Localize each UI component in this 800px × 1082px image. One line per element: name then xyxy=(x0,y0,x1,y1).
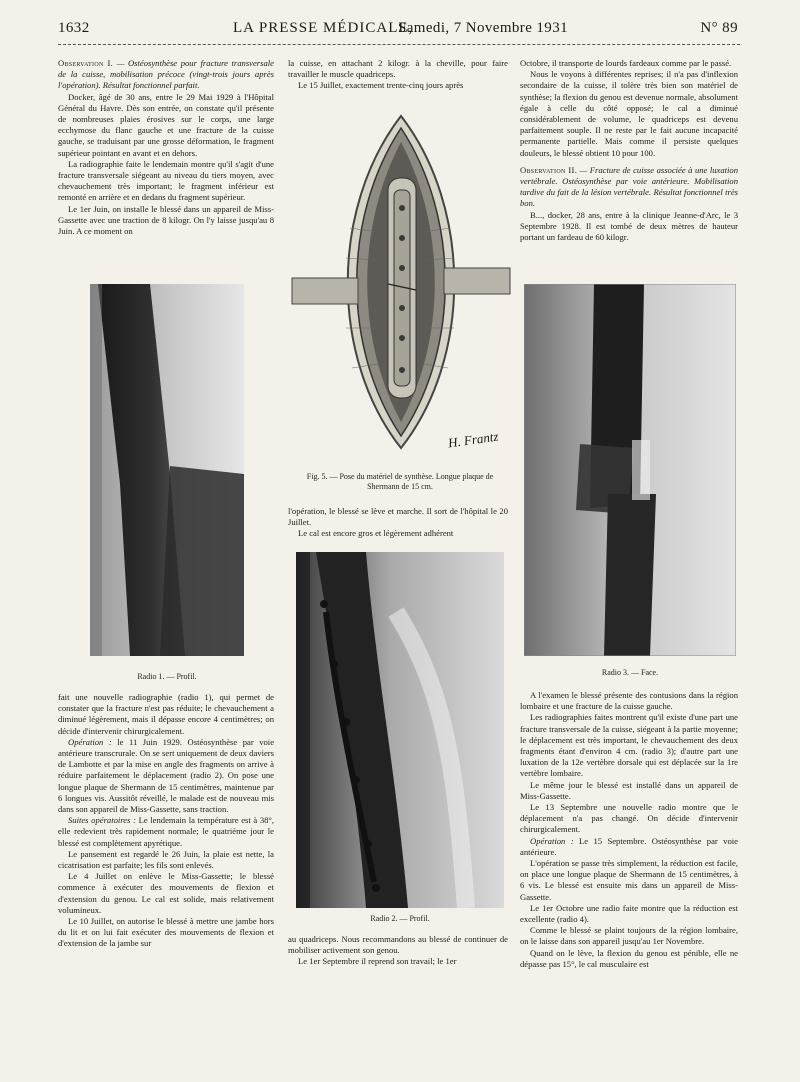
radio-2-xray xyxy=(296,552,504,908)
paragraph: Le 1er Septembre il reprend son travail; le 1er xyxy=(298,956,457,967)
illustrator-signature: H. Frantz xyxy=(447,428,500,451)
paragraph: Comme le blessé se plaint toujours de la région lombaire, on le laisse dans son appareil jusqu'au 1er Novembre. xyxy=(520,925,738,947)
paragraph: Le cal est encore gros et légèrement adhérent xyxy=(298,528,454,539)
column-1-bottom xyxy=(58,692,274,950)
column-2-bottom xyxy=(288,934,508,968)
issue-date: Samedi, 7 Novembre 1931 xyxy=(398,20,569,36)
header-rule xyxy=(58,44,740,45)
radio-1-xray xyxy=(90,284,244,656)
paragraph: L'opération se passe très simplement, la réduction est facile, on place une longue plaque de Shermann de 15 centimètres, à 6 vis. Le blessé est ensuite mis dans un appareil de Miss-Gassette. xyxy=(520,858,738,902)
paragraph: A l'examen le blessé présente des contusions dans la région lombaire et une fracture de la cuisse gauche. xyxy=(520,690,738,712)
column-3-bottom xyxy=(520,690,738,970)
radio-3-xray xyxy=(524,284,736,656)
paragraph: Nous le voyons à différentes reprises; il n'a pas d'inflexion secondaire de la cuisse, il tolère très bien son matériel de synthèse; la flexion du genou est devenue normale, absolument égale à celle du côté opposé; le cal a diminué considérablement de volume, le quadriceps est devenu parfaitement souple. Il ne reste par le fait aucune incapacité permanente partielle. Mais comme il persiste quelques douleurs, le blessé obtient 10 pour 100. xyxy=(520,69,738,158)
observation-1-heading: Observation I. — Ostéosynthèse pour fracture transversale de la cuisse, mobilisation précoce (vingt-trois jours après l'opération). Résultat fonctionnel parfait. xyxy=(58,58,274,91)
paragraph: B..., docker, 28 ans, entre à la clinique Jeanne-d'Arc, le 3 Septembre 1928. Il est tombé de deux mètres de hauteur portant un fardeau de 60 kilogr. xyxy=(520,209,738,243)
paragraph: Docker, âgé de 30 ans, entre le 29 Mai 1929 à l'Hôpital Général du Havre. Dès son entrée, on constate qu'il présente de nombreuses plaies érosives sur le corps, une large ecchymose du flanc gauche et une fracture de la cuisse gauche, se traduisant par une grosse déformation, le fragment supérieur pointant en avant et en dehors. xyxy=(58,91,274,158)
paragraph: Le 13 Septembre une nouvelle radio montre que le déplacement n'a pas changé. On décide d'intervenir chirurgicalement. xyxy=(520,802,738,835)
paragraph: Le 15 Juillet, exactement trente-cinq jours après xyxy=(298,80,464,91)
paragraph: Octobre, il transporte de lourds fardeaux comme par le passé. xyxy=(520,58,732,68)
paragraph: Le même jour le blessé est installé dans un appareil de Miss-Gassette. xyxy=(520,779,738,801)
paragraph: Le 10 Juillet, on autorise le blessé à mettre une jambe hors du lit et on lui fait exécuter des mouvements de flexion et d'extension de la jambe sur xyxy=(58,916,274,949)
paragraph: Opération : Le 15 Septembre. Ostéosynthèse par voie antérieure. xyxy=(520,835,738,857)
page-number: 1632 xyxy=(58,20,90,36)
paragraph: Le 1er Juin, on installe le blessé dans un appareil de Miss-Gassette avec une traction de 8 kilogr. On l'y laisse jusqu'au 8 Juin. A ce moment on xyxy=(58,203,274,237)
radio-2-caption: Radio 2. — Profil. xyxy=(370,914,430,923)
radio-3-caption: Radio 3. — Face. xyxy=(601,668,659,677)
radio-1-caption: Radio 1. — Profil. xyxy=(137,672,197,681)
paragraph: Suites opératoires : Le lendemain la température est à 38°, elle redevient très rapidement normale; le quatrième jour le blessé est complètement apyrétique. xyxy=(58,815,275,848)
paragraph: Opération : le 11 Juin 1929. Ostéosynthèse par voie antérieure transcrurale. On se sert uniquement de deux daviers de Lambotte et par la mise en angle des fragments on arrive à réduire parfaitement le déplacement (radio 2). On pose une longue plaque de Shermann de 15 centimètres, maintenue par 6 longues vis. Aussitôt réveillé, le malade est de nouveau mis dans son appareil de Miss-Gassette, sans traction. xyxy=(58,736,275,815)
fig-5-caption: Fig. 5. — Pose du matériel de synthèse. Longue plaque de Shermann de 15 cm. xyxy=(306,472,494,491)
paragraph: au quadriceps. Nous recommandons au blessé de continuer de mobiliser activement son genou. xyxy=(288,934,508,956)
paragraph: Le pansement est regardé le 26 Juin, la plaie est nette, la cicatrisation est parfaite; les fils sont enlevés. xyxy=(58,848,274,871)
paragraph: Le 1er Octobre une radio faite montre que la réduction est excellente (radio 4). xyxy=(520,902,738,925)
paragraph: Quand on le lève, la flexion du genou est pénible, elle ne dépasse pas 15°, le cal musculaire est xyxy=(520,947,738,969)
paragraph: Les radiographies faites montrent qu'il existe d'une part une fracture transversale de la cuisse, siégeant à la partie moyenne; le déplacement est très important, le chevauchement des deux fragments étant d'environ 4 cm. (radio 3); d'autre part une luxation de la 12e vertèbre dorsale qui est déplacée sur la 1re vertèbre lombaire. xyxy=(520,712,738,779)
paragraph: l'opération, le blessé se lève et marche. Il sort de l'hôpital le 20 Juillet. xyxy=(288,506,508,528)
paragraph: fait une nouvelle radiographie (radio 1), qui permet de constater que la fracture n'est pas réduite; le chevauchement a diminué légèrement, mais il dépasse encore 4 centimètres; on décide d'intervenir chirurgicalement. xyxy=(58,692,274,736)
observation-2-heading: Observation II. — Fracture de cuisse associée à une luxation vertébrale. Ostéosynthèse par voie antérieure. Mobilisation tardive du fait de la lésion vertébrale. Résultat fonctionnel très bon. xyxy=(520,164,739,209)
column-3-top xyxy=(520,58,738,243)
paragraph: La radiographie faite le lendemain montre qu'il s'agit d'une fracture transversale siégeant au niveau du tiers moyen, avec chevauchement très important; le fragment inférieur est remonté en arrière et en dedans du fragment supérieur. xyxy=(58,158,274,203)
running-header xyxy=(58,20,738,42)
column-2-middle xyxy=(288,506,508,540)
paragraph: la cuisse, en attachant 2 kilogr. à la cheville, pour faire travailler le muscle quadriceps. xyxy=(288,58,508,80)
fig-5-surgical-illustration xyxy=(290,108,512,460)
journal-title: LA PRESSE MÉDICALE, xyxy=(233,20,414,36)
column-1-top xyxy=(58,58,274,237)
issue-number: N° 89 xyxy=(700,20,738,36)
paragraph: Le 4 Juillet on enlève le Miss-Gassette; le blessé commence à exécuter des mouvements de flexion et d'extension du genou. Le cal est solide, mais relativement volumineux. xyxy=(58,871,274,915)
column-2-top xyxy=(288,58,508,92)
